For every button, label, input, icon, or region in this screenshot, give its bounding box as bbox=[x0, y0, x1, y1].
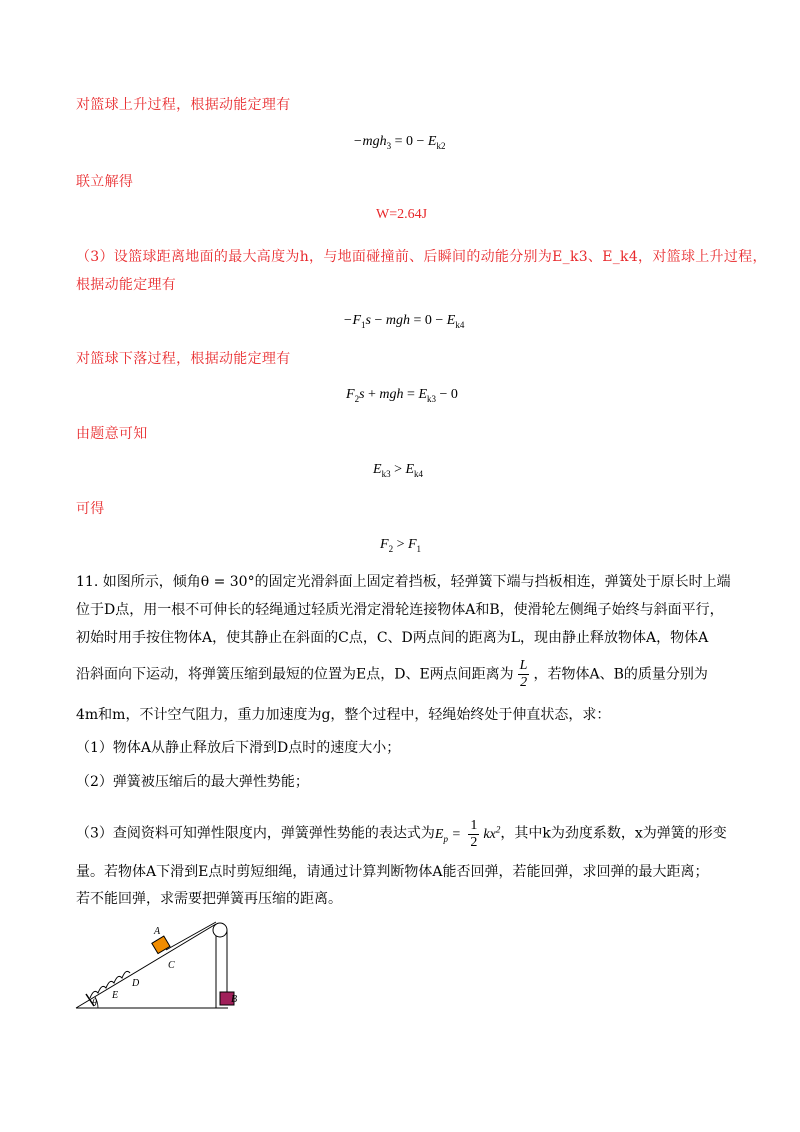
pulley bbox=[213, 923, 227, 937]
label-d: D bbox=[132, 978, 140, 989]
question-3-line1: （3）查阅资料可知弹性限度内，弹簧弹性势能的表达式为$E_p$ = $\frac{1}{2}$ $kx^2$，其中k为劲度系数，x为弹簧的形变 bbox=[76, 817, 727, 850]
label-theta: θ bbox=[92, 998, 97, 1009]
label-b: B bbox=[231, 994, 238, 1005]
equation-3: $F_2s$ + mgh = $E_{k3} - 0$ bbox=[346, 387, 458, 404]
fraction-L-over-2: $\frac{L}{2}$ bbox=[519, 658, 528, 690]
spring bbox=[90, 971, 130, 998]
solution-text-descending: 对篮球下落过程，根据动能定理有 bbox=[76, 351, 291, 367]
solution-part3-line1: （3）设篮球距离地面的最大高度为h，与地面碰撞前、后瞬间的动能分别为E_k3、E_k4，对篮球上升过程， bbox=[76, 249, 767, 265]
solution-text-thus: 可得 bbox=[76, 501, 105, 517]
question-3-line3: 若不能回弹，求需要把弹簧再压缩的距离。 bbox=[76, 891, 342, 907]
equation-5: $F_2 > F_1$ bbox=[380, 537, 422, 554]
problem-11-line1: 11. 如图所示，倾角θ = 30°的固定光滑斜面上固定着挡板，轻弹簧下端与挡板相连，弹簧处于原长时上端 bbox=[76, 574, 731, 590]
problem-11-line2: 位于D点，用一根不可伸长的轻绳通过轻质光滑定滑轮连接物体A和B，使滑轮左侧绳子始终与斜面平行， bbox=[76, 602, 724, 618]
block-a bbox=[152, 936, 170, 953]
question-2: （2）弹簧被压缩后的最大弹性势能； bbox=[76, 774, 309, 790]
incline-pulley-figure bbox=[68, 910, 258, 1020]
solution-part3-line2: 根据动能定理有 bbox=[76, 277, 177, 293]
solution-text-given: 由题意可知 bbox=[76, 426, 148, 442]
rope-incline bbox=[166, 922, 216, 950]
label-a: A bbox=[154, 926, 161, 937]
label-e: E bbox=[112, 990, 119, 1001]
solution-text-ascending: 对篮球上升过程，根据动能定理有 bbox=[76, 97, 291, 113]
equation-4: $E_{k3} > E_{k4}$ bbox=[373, 462, 424, 479]
solution-text-combine: 联立解得 bbox=[76, 174, 134, 190]
label-c: C bbox=[168, 960, 175, 971]
problem-11-line3: 初始时用手按住物体A，使其静止在斜面的C点，C、D两点间的距离为L，现由静止释放物体A，物体A bbox=[76, 630, 709, 646]
question-3-line2: 量。若物体A下滑到E点时剪短细绳，请通过计算判断物体A能否回弹，若能回弹，求回弹的最大距离； bbox=[76, 864, 709, 880]
equation-1: $-mgh_3 = 0 - E_{k2}$ bbox=[353, 134, 446, 151]
question-1: （1）物体A从静止释放后下滑到D点时的速度大小； bbox=[76, 740, 401, 756]
problem-11-line5: 4m和m，不计空气阻力，重力加速度为g，整个过程中，轻绳始终处于伸直状态，求： bbox=[76, 707, 611, 723]
solution-result: W=2.64J bbox=[376, 207, 428, 222]
equation-2: $-F_1s$ − mgh = $0 - E_{k4}$ bbox=[343, 313, 465, 330]
elastic-energy-formula: $E_p$ = $\frac{1}{2}$ $kx^2$ bbox=[434, 817, 501, 850]
problem-11-line4: 沿斜面向下运动，将弹簧压缩到最短的位置为E点，D、E两点间距离为 $\frac{L}{2}$ ，若物体A、B的质量分别为 bbox=[76, 658, 708, 690]
incline-surface bbox=[76, 924, 216, 1008]
